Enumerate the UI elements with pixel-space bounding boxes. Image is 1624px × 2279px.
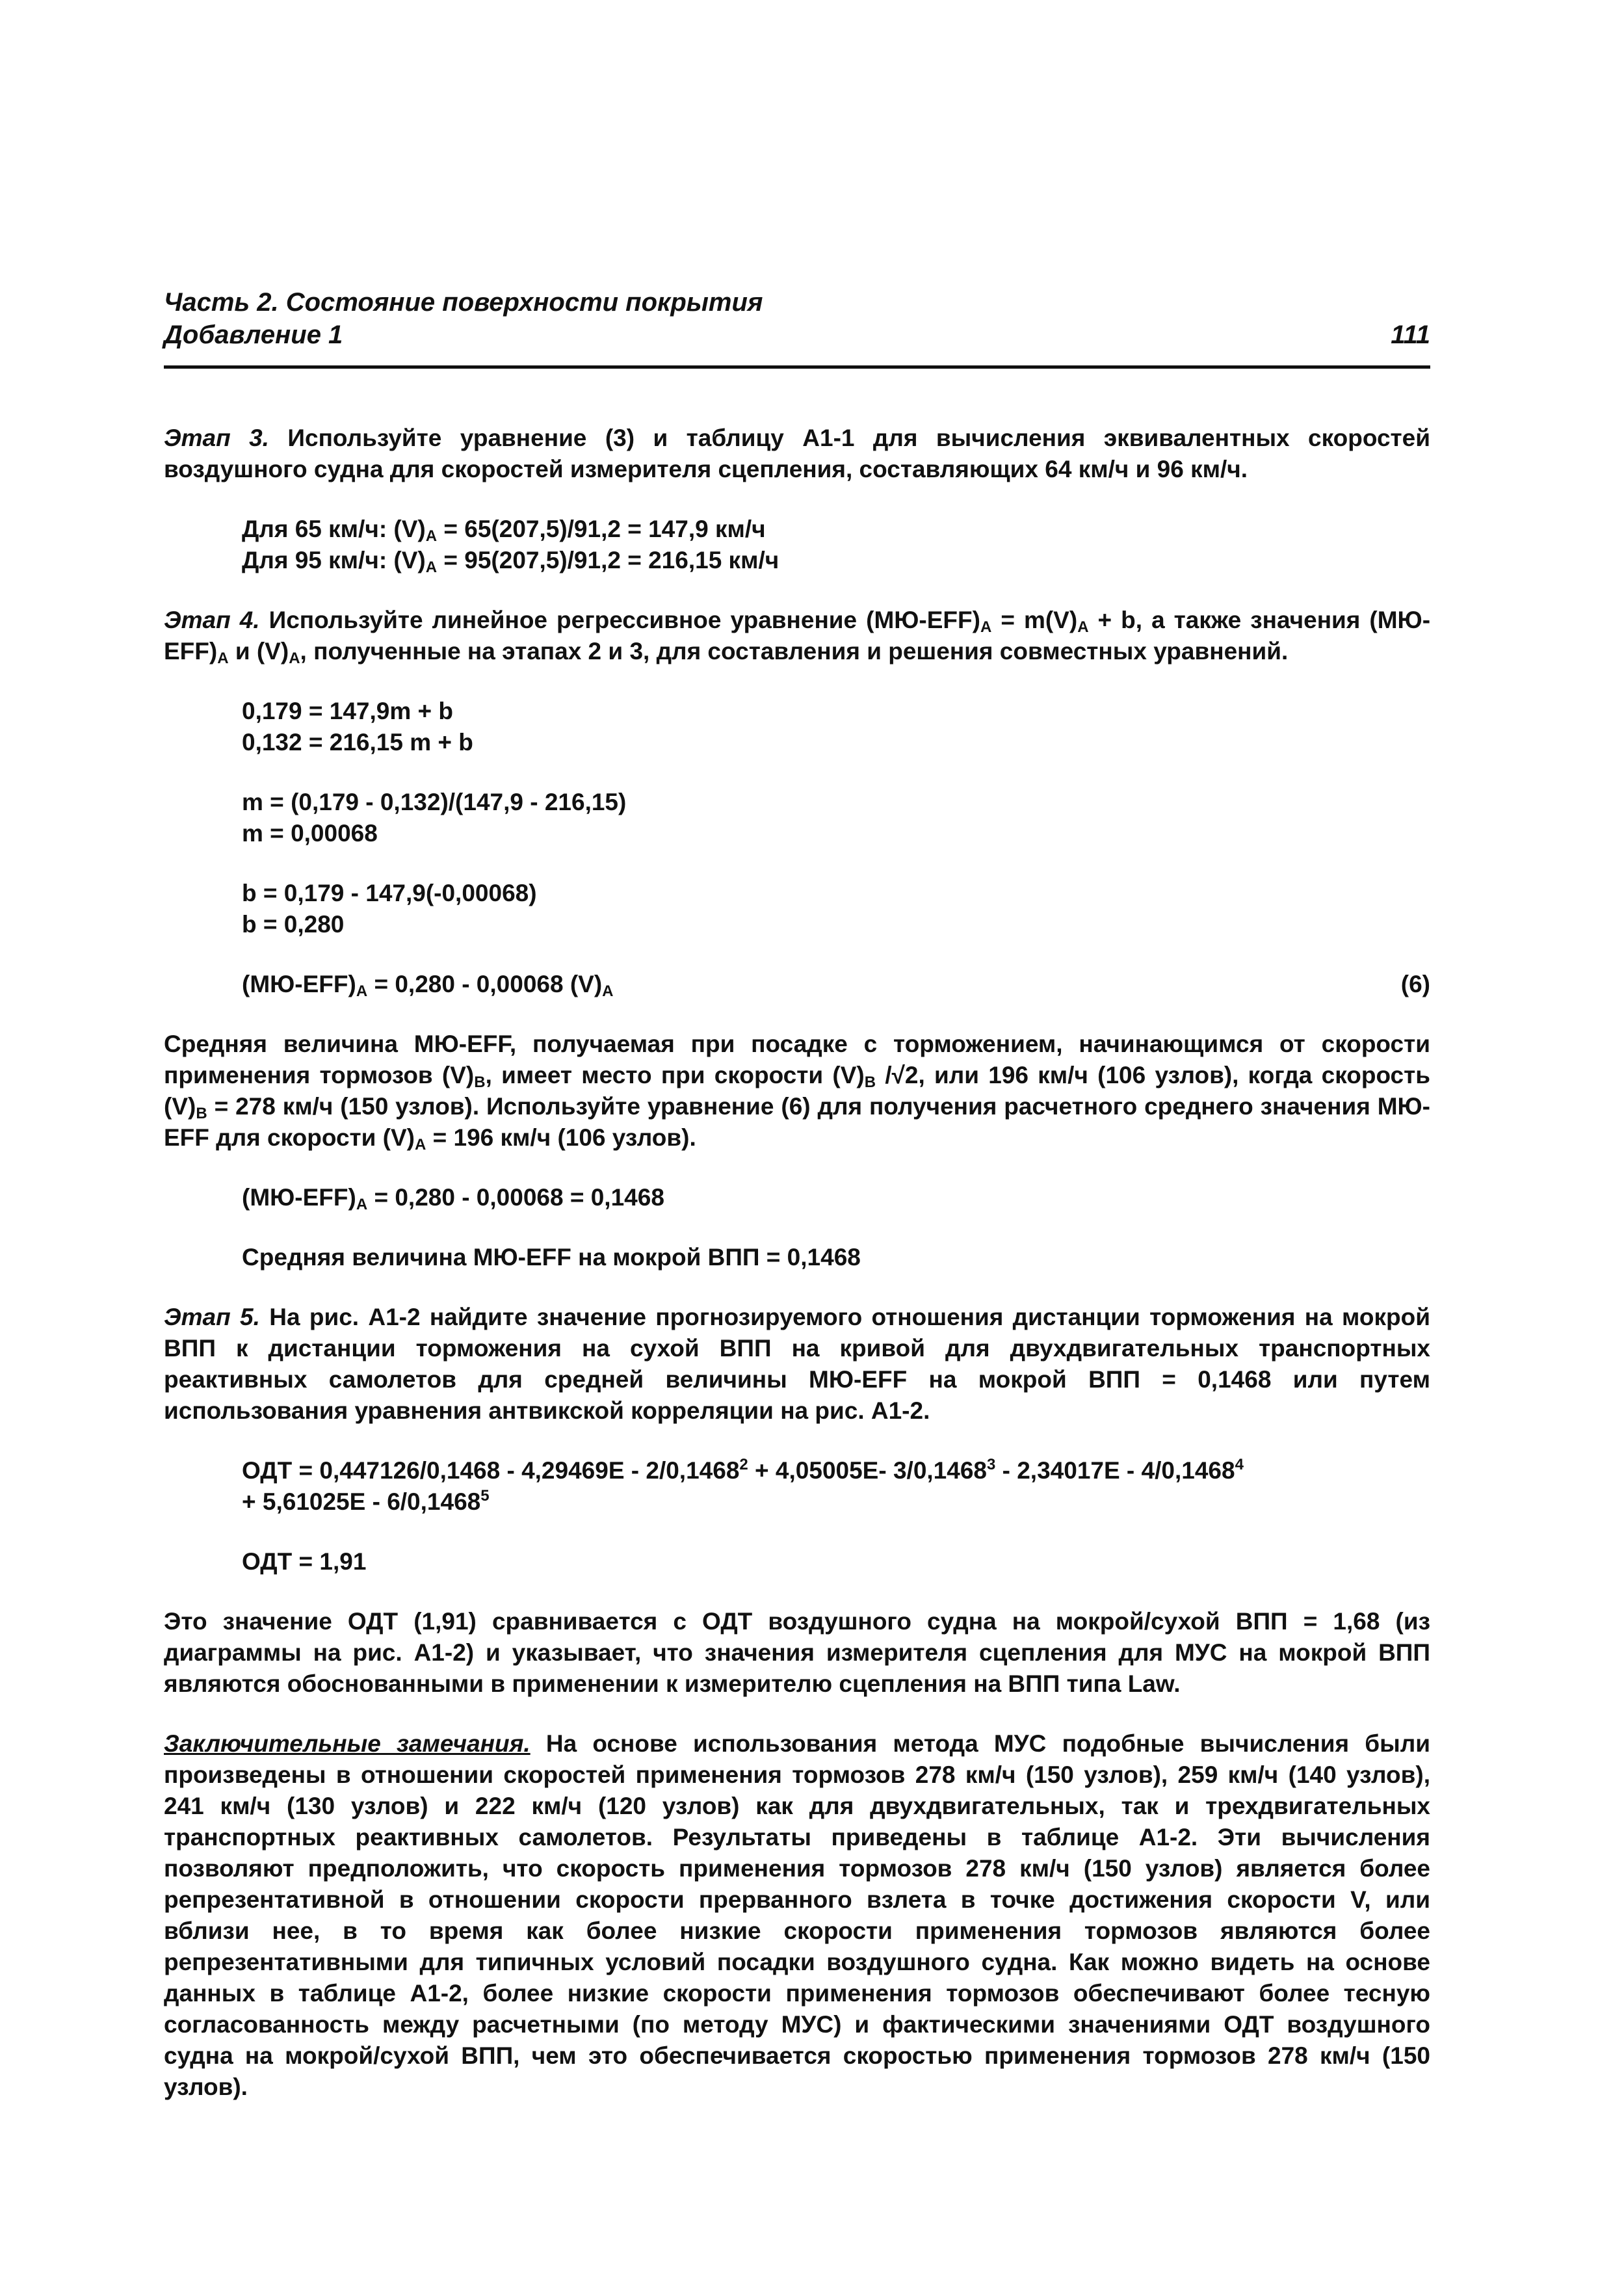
comparison-paragraph: Это значение ОДТ (1,91) сравнивается с ОДТ воздушного судна на мокрой/сухой ВПП = 1,68 (из диаграммы на рис. А1-2) и указывает, что значения измерителя сцепления для МУС на мокрой ВПП являются обоснованными в применении к измерителю сцепления на ВПП типа Law.	[164, 1608, 1430, 1697]
mean-paragraph: Средняя величина МЮ-EFF, получаемая при посадке с торможением, начинающимся от скорости применения тормозов $(V)_B$, имеет место при скорости $(V)_B$ /√2, или 196 км/ч (106 узлов), когда скорость $(V)_B = 278$ км/ч (150 узлов). Используйте уравнение (6) для получения расчетного среднего значения МЮ-EFF для скорости $(V)_A = 196$ км/ч (106 узлов).	[164, 1031, 1430, 1153]
eq-line: 0,179 = 147,9m + b	[242, 698, 454, 724]
odt-formula: ОДТ = $0,447126/0,1468 - 4,29469E - 2/0,1468^2 + 4,05005E-$ 3/0,1468$^3$ - 2,34017E - 4/0,1468$^4$	[242, 1456, 1244, 1484]
page-number: 111	[1391, 321, 1430, 349]
step3-text: Используйте уравнение (3) и таблицу А1-1 для вычисления эквивалентных скоростей воздушного судна для скоростей измерителя сцепления, составляющих 64 км/ч и 96 км/ч.	[164, 425, 1431, 482]
final-remarks-label: Заключительные замечания.	[164, 1730, 530, 1757]
eq-line: b = 0,179 - 147,9(-0,00068)	[242, 880, 537, 906]
eq-line: b = 0,280	[242, 911, 345, 938]
header-part: Часть 2. Состояние поверхности покрытия	[164, 288, 763, 317]
step5-paragraph: Этап 5. На рис. А1-2 найдите значение прогнозируемого отношения дистанции торможения на мокрой ВПП к дистанции торможения на сухой ВПП на кривой для двухдвигательных транспортных реактивных самолетов для средней величины МЮ-EFF на мокрой ВПП = 0,1468 или путем использования уравнения антвикской корреляции на рис. А1-2.	[164, 1304, 1431, 1424]
step4-paragraph: Этап 4. Используйте линейное регрессивное уравнение $(МЮ-EFF)_A = m(V)_A + b$, а также значения $(МЮ-EFF)_A$ и $(V)_A$, полученные на этапах 2 и 3, для составления и решения совместных уравнений.	[164, 607, 1431, 667]
page-header	[164, 286, 1430, 351]
header-rule	[164, 365, 1430, 369]
document-body	[164, 423, 1430, 2103]
step3-eq2: Для 95 км/ч: $(V)_A = 95(207,5)/91,2 = 216,15$ км/ч	[242, 547, 779, 576]
step3-label: Этап 3.	[164, 425, 269, 451]
step3-paragraph	[164, 423, 1430, 485]
equation-number: (6)	[1400, 971, 1430, 997]
eq-line: m = (0,179 - 0,132)/(147,9 - 216,15)	[242, 789, 627, 815]
step3-eq1: Для 65 км/ч: $(V)_A = 65(207,5)/91,2 = 147,9$ км/ч	[242, 516, 766, 545]
mean-result-eq: $(МЮ-EFF)_A = 0,280 - 0,00068 = 0,1468$	[242, 1184, 664, 1213]
step4-label: Этап 4.	[164, 607, 260, 633]
eq-line: m = 0,00068	[242, 820, 378, 847]
equation-6: $(МЮ-EFF)_A = 0,280 - 0,00068$ $(V)_A$ (6)	[164, 969, 1430, 1000]
odt-result: ОДТ = 1,91	[242, 1548, 367, 1575]
step5-label: Этап 5.	[164, 1304, 260, 1330]
mean-result-text: Средняя величина МЮ-EFF на мокрой ВПП = 0,1468	[242, 1244, 861, 1271]
eq-line: 0,132 = 216,15 m + b	[242, 729, 473, 756]
running-header	[164, 286, 1430, 351]
final-remarks-paragraph: Заключительные замечания. На основе использования метода МУС подобные вычисления были произведены в отношении скоростей применения тормозов 278 км/ч (150 узлов), 259 км/ч (140 узлов), 241 км/ч (130 узлов) и 222 км/ч (120 узлов) как для двухдвигательных, так и трехдвигательных транспортных реактивных самолетов. Результаты приведены в таблице А1-2. Эти вычисления позволяют предположить, что скорость применения тормозов 278 км/ч (150 узлов) является более репрезентативной в отношении скорости прерванного взлета в точке достижения скорости V, или вблизи нее, в то время как более низкие скорости применения тормозов являются более репрезентативными для типичных условий посадки воздушного судна. Как можно видеть на основе данных в таблице А1-2, более низкие скорости применения тормозов обеспечивают более тесную согласованность между расчетными (по методу МУС) и фактическими значениями ОДТ воздушного судна на мокрой/сухой ВПП, чем это обеспечивается скоростью применения тормозов 278 км/ч (150 узлов).	[164, 1730, 1430, 2100]
header-appendix: Добавление 1	[164, 321, 343, 349]
odt-formula-cont: + 5,61025E - 6/0,1468$^5$	[242, 1487, 490, 1515]
